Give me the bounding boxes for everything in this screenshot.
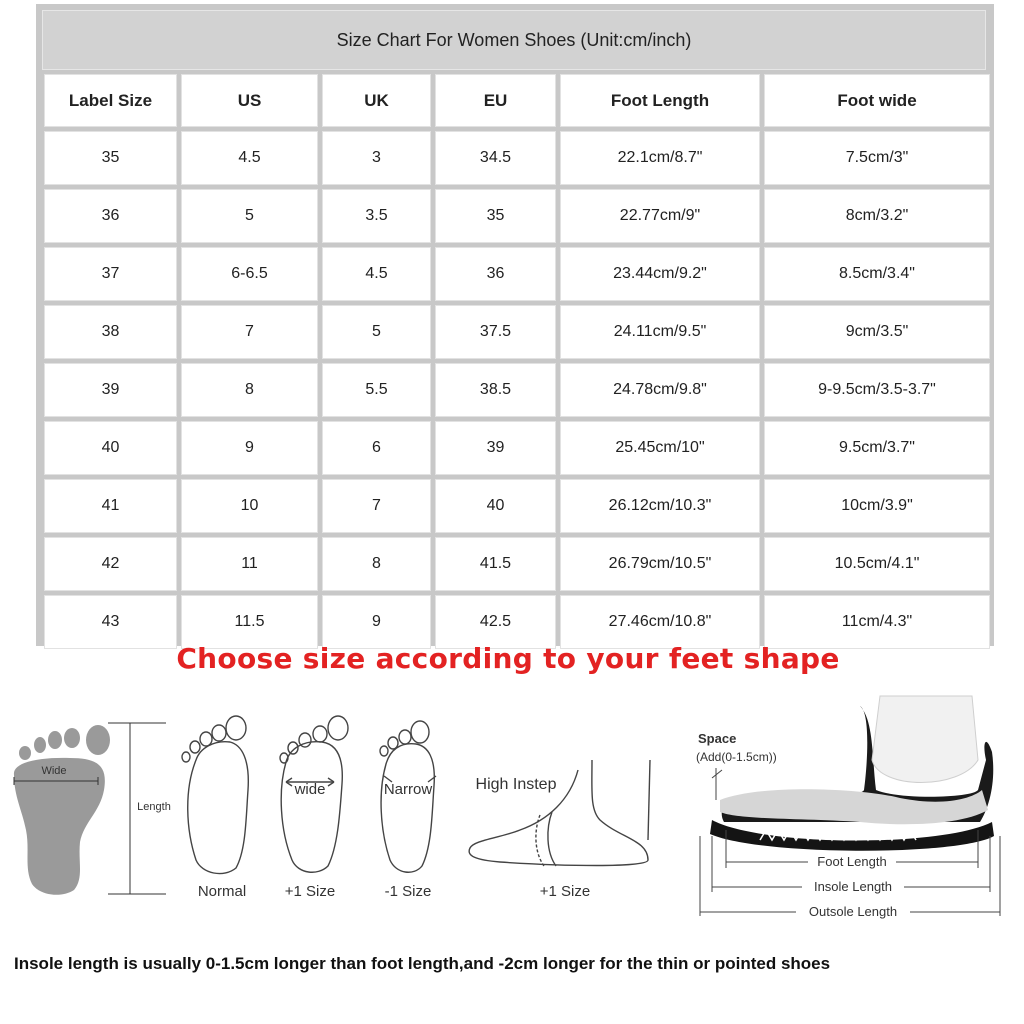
cell-eu: 38.5: [435, 363, 556, 417]
header-foot-wide: Foot wide: [764, 74, 990, 127]
cell-eu: 34.5: [435, 131, 556, 185]
cell-uk: 8: [322, 537, 431, 591]
feet-shape-diagram: [0, 690, 1024, 930]
cell-uk: 5.5: [322, 363, 431, 417]
outsole-length-label: Outsole Length: [808, 904, 898, 919]
cell-label-size: 39: [44, 363, 177, 417]
footprint-wide-label: Wide: [41, 765, 67, 777]
cell-uk: 6: [322, 421, 431, 475]
space-add-label: (Add(0-1.5cm)): [696, 750, 777, 764]
table-row: [44, 479, 990, 533]
cell-foot-wide: 10.5cm/4.1": [764, 537, 990, 591]
cell-foot-wide: 9-9.5cm/3.5-3.7": [764, 363, 990, 417]
cell-foot-length: 26.79cm/10.5": [560, 537, 760, 591]
cell-foot-wide: 10cm/3.9": [764, 479, 990, 533]
cell-us: 7: [181, 305, 318, 359]
cell-us: 11.5: [181, 595, 318, 649]
cell-eu: 40: [435, 479, 556, 533]
cell-us: 5: [181, 189, 318, 243]
header-label-size: Label Size: [44, 74, 177, 127]
table-header-row: [44, 74, 990, 127]
normal-foot-icon: [182, 716, 248, 874]
footnote: Insole length is usually 0-1.5cm longer than foot length,and -2cm longer for the thin or pointed shoes: [14, 954, 831, 973]
cell-foot-length: 25.45cm/10": [560, 421, 760, 475]
cell-label-size: 42: [44, 537, 177, 591]
cell-foot-length: 22.1cm/8.7": [560, 131, 760, 185]
wide-label: wide: [294, 781, 326, 798]
cell-us: 11: [181, 537, 318, 591]
narrow-size-label: -1 Size: [384, 883, 432, 900]
cell-uk: 4.5: [322, 247, 431, 301]
cell-foot-wide: 8cm/3.2": [764, 189, 990, 243]
cell-foot-length: 24.78cm/9.8": [560, 363, 760, 417]
cell-label-size: 38: [44, 305, 177, 359]
table-row: [44, 363, 990, 417]
header-uk: UK: [322, 74, 431, 127]
cell-uk: 9: [322, 595, 431, 649]
cell-us: 6-6.5: [181, 247, 318, 301]
footprint-length-label: Length: [137, 801, 171, 813]
cell-label-size: 35: [44, 131, 177, 185]
cell-label-size: 41: [44, 479, 177, 533]
cell-label-size: 40: [44, 421, 177, 475]
wide-size-label: +1 Size: [284, 883, 336, 900]
cell-foot-length: 26.12cm/10.3": [560, 479, 760, 533]
header-us: US: [181, 74, 318, 127]
size-table: [40, 70, 994, 653]
space-label: Space: [698, 731, 737, 746]
cell-eu: 35: [435, 189, 556, 243]
cell-us: 10: [181, 479, 318, 533]
table-row: [44, 421, 990, 475]
shoe-cross-section-icon: [710, 696, 994, 851]
cell-us: 4.5: [181, 131, 318, 185]
cell-foot-wide: 11cm/4.3": [764, 595, 990, 649]
cell-eu: 39: [435, 421, 556, 475]
cell-eu: 36: [435, 247, 556, 301]
table-body: [44, 131, 990, 649]
cell-label-size: 43: [44, 595, 177, 649]
cell-uk: 7: [322, 479, 431, 533]
narrow-label: Narrow: [383, 781, 433, 798]
cell-us: 9: [181, 421, 318, 475]
headline: Choose size according to your feet shape: [176, 642, 840, 675]
cell-eu: 42.5: [435, 595, 556, 649]
cell-foot-wide: 8.5cm/3.4": [764, 247, 990, 301]
cell-uk: 3.5: [322, 189, 431, 243]
normal-label: Normal: [197, 883, 247, 900]
high-instep-size-label: +1 Size: [539, 883, 591, 900]
insole-length-label: Insole Length: [813, 879, 893, 894]
table-row: [44, 537, 990, 591]
cell-foot-wide: 9.5cm/3.7": [764, 421, 990, 475]
cell-label-size: 37: [44, 247, 177, 301]
header-foot-length: Foot Length: [560, 74, 760, 127]
cell-foot-length: 22.77cm/9": [560, 189, 760, 243]
footprint-icon: [14, 725, 110, 895]
table-row: [44, 189, 990, 243]
size-chart: [36, 4, 994, 646]
cell-eu: 41.5: [435, 537, 556, 591]
header-eu: EU: [435, 74, 556, 127]
table-row: [44, 305, 990, 359]
foot-length-label: Foot Length: [817, 854, 887, 869]
cell-eu: 37.5: [435, 305, 556, 359]
cell-foot-length: 23.44cm/9.2": [560, 247, 760, 301]
cell-foot-length: 24.11cm/9.5": [560, 305, 760, 359]
cell-foot-length: 27.46cm/10.8": [560, 595, 760, 649]
cell-foot-wide: 9cm/3.5": [764, 305, 990, 359]
cell-uk: 5: [322, 305, 431, 359]
cell-foot-wide: 7.5cm/3": [764, 131, 990, 185]
cell-us: 8: [181, 363, 318, 417]
table-row: [44, 131, 990, 185]
table-row: [44, 595, 990, 649]
table-row: [44, 247, 990, 301]
high-instep-label: High Instep: [475, 776, 557, 793]
cell-uk: 3: [322, 131, 431, 185]
cell-label-size: 36: [44, 189, 177, 243]
chart-title: Size Chart For Women Shoes (Unit:cm/inch): [42, 10, 986, 70]
